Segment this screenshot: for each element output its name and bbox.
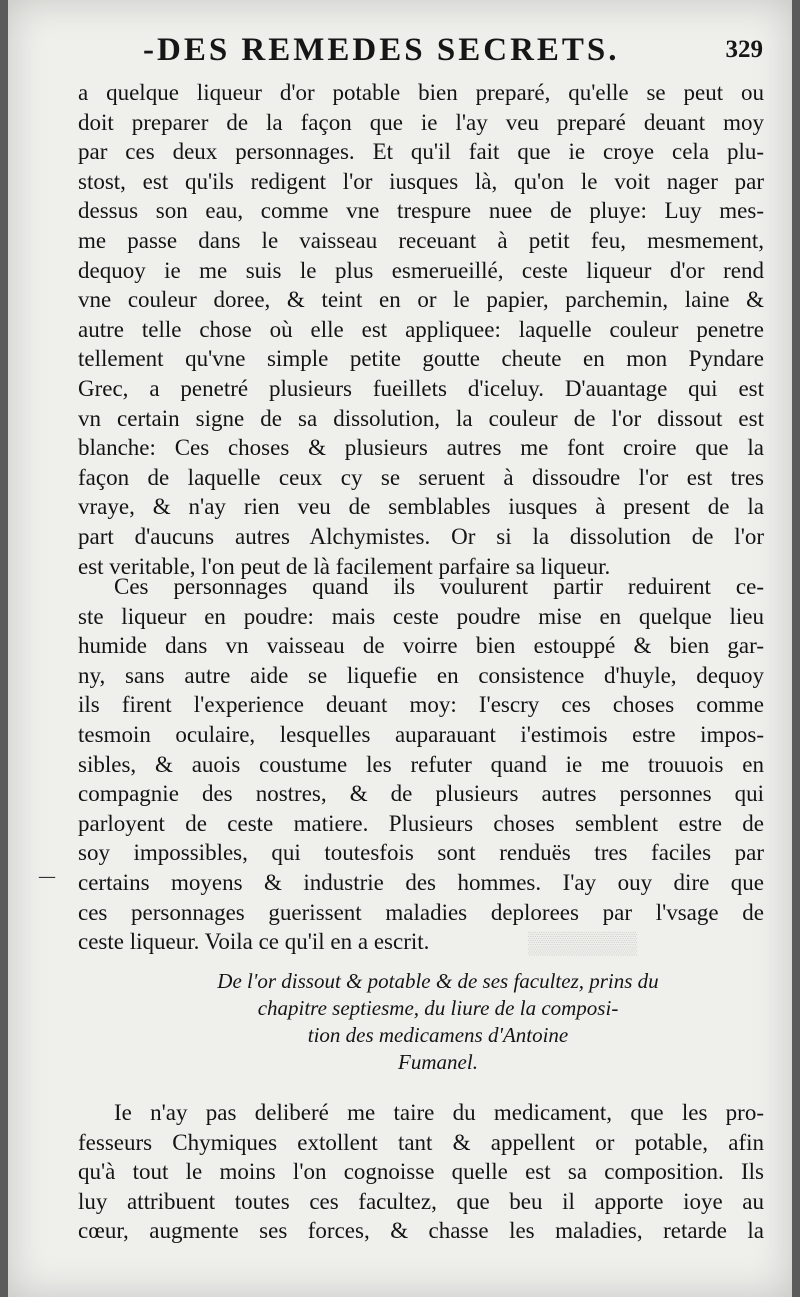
text-line: part d'aucuns autres Alchymistes. Or si la dissolution de l'or	[78, 523, 764, 549]
text-line: luy attribuent toutes ces facultez, que beu il apporte ioye au	[78, 1188, 764, 1214]
text-line: façon de laquelle ceux cy se seruent à dissoudre l'or est tres	[78, 464, 764, 490]
text-line: par ces deux personnages. Et qu'il fait que ie croye cela plu-	[78, 139, 764, 165]
text-line: dessus son eau, comme vne trespure nuee de pluye: Luy mes-	[78, 198, 764, 224]
page-header	[143, 32, 763, 72]
paragraph-1	[78, 78, 764, 581]
margin-dash: —	[38, 866, 56, 887]
text-line: vne couleur doree, & teint en or le papier, parchemin, laine &	[78, 287, 764, 313]
text-line: tellement qu'vne simple petite goutte cheute en mon Pyndare	[78, 346, 764, 372]
text-line: humide dans vn vaisseau de voirre bien estouppé & bien gar-	[78, 633, 764, 659]
text-line: doit preparer de la façon que ie l'ay veu preparé deuant moy	[78, 109, 764, 135]
text-line: est veritable, l'on peut de là facilement parfaire sa liqueur.	[78, 553, 611, 579]
text-line: dequoy ie me suis le plus esmerueillé, ceste liqueur d'or rend	[78, 257, 764, 283]
text-line: stost, est qu'ils redigent l'or iusques là, qu'on le voit nager par	[78, 168, 764, 194]
text-line: sibles, & auois coustume les refuter quand ie me trouuois en	[78, 751, 764, 777]
text-line: soy impossibles, qui toutesfois sont renduës tres faciles par	[78, 840, 764, 866]
paragraph-2	[78, 572, 764, 957]
text-line: Ces personnages quand ils voulurent partir reduirent ce-	[114, 574, 764, 599]
text-line: ces personnages guerissent maladies deplorees par l'vsage de	[78, 899, 764, 925]
text-line: Ie n'ay pas deliberé me taire du medicament, que les pro-	[114, 1100, 764, 1125]
heading-line: Fumanel.	[398, 1050, 478, 1074]
text-line: qu'à tout le moins l'on cognoisse quelle est sa composition. Ils	[78, 1159, 764, 1185]
text-line: vn certain signe de sa dissolution, la couleur de l'or dissout est	[78, 405, 764, 431]
text-line: Grec, a penetré plusieurs fueillets d'iceluy. D'auantage qui est	[78, 375, 764, 401]
paragraph-3	[78, 1098, 764, 1246]
page-number: 329	[725, 36, 763, 63]
text-line: me passe dans le vaisseau receuant à petit feu, mesmement,	[78, 227, 764, 253]
text-line: compagnie des nostres, & de plusieurs autres personnes qui	[78, 781, 764, 807]
text-line: parloyent de ceste matiere. Plusieurs choses semblent estre de	[78, 810, 764, 836]
book-page	[8, 0, 792, 1297]
text-line: ils firent l'experience deuant moy: I'escry ces choses comme	[78, 692, 764, 718]
text-line: cœur, augmente ses forces, & chasse les maladies, retarde la	[78, 1218, 764, 1244]
text-line: ny, sans autre aide se liquefie en consistence d'huyle, dequoy	[78, 662, 764, 688]
text-line: autre telle chose où elle est appliquee: laquelle couleur penetre	[78, 316, 764, 342]
text-line: ceste liqueur. Voila ce qu'il en a escrit.	[78, 929, 430, 955]
text-line: vraye, & n'ay rien veu de semblables iusques à present de la	[78, 494, 764, 520]
section-heading	[158, 968, 718, 1076]
heading-line: chapitre septiesme, du liure de la composi-	[257, 996, 619, 1020]
heading-line: tion des medicamens d'Antoine	[307, 1023, 569, 1047]
text-line: certains moyens & industrie des hommes. I'ay ouy dire que	[78, 869, 764, 895]
heading-line: De l'or dissout & potable & de ses facultez, prins du	[217, 969, 659, 993]
text-line: a quelque liqueur d'or potable bien preparé, qu'elle se peut ou	[78, 80, 764, 105]
running-title: -DES REMEDES SECRETS.	[143, 32, 620, 68]
text-line: tesmoin oculaire, lesquelles auparauant i'estimois estre impos-	[78, 721, 764, 747]
show-through-left: ▒▒▒▒▒▒▒	[528, 930, 638, 955]
text-line: blanche: Ces choses & plusieurs autres me font croire que la	[78, 435, 764, 461]
text-line: fesseurs Chymiques extollent tant & appellent or potable, afin	[78, 1129, 764, 1155]
text-line: ste liqueur en poudre: mais ceste poudre mise en quelque lieu	[78, 603, 764, 629]
